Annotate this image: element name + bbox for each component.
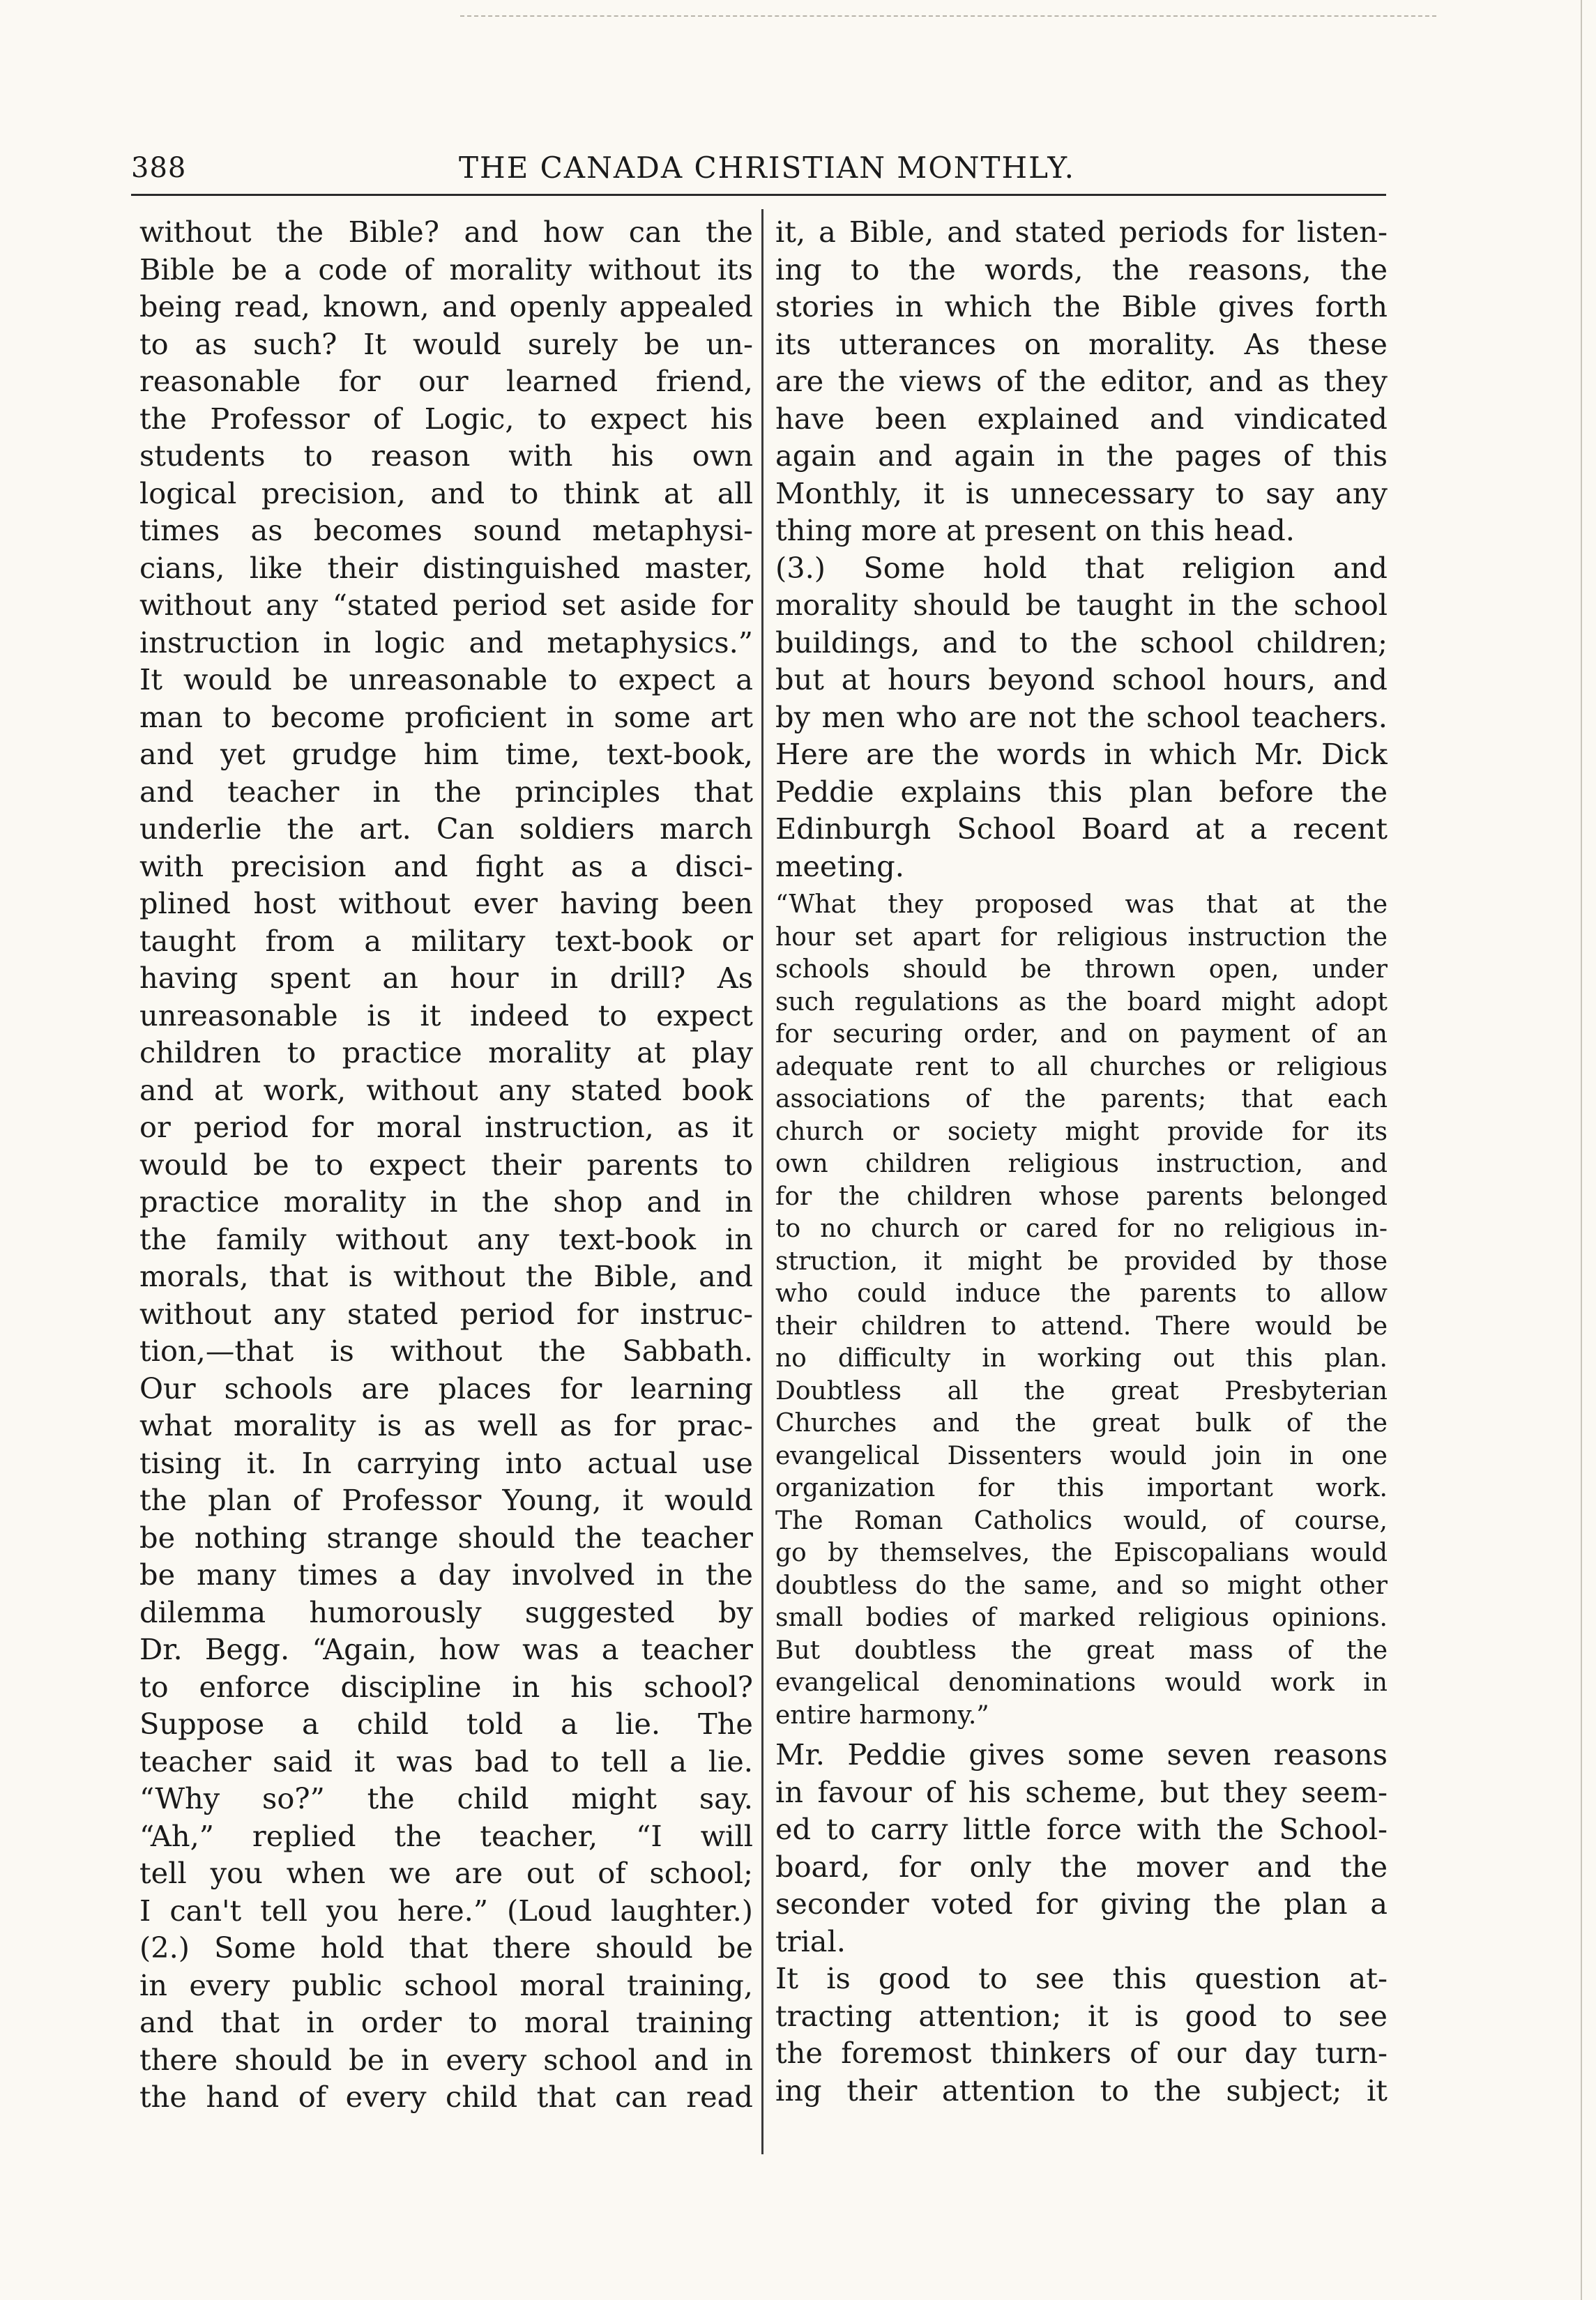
quote-line: schools should be thrown open, under <box>775 955 1388 984</box>
quote-line: Churches and the great bulk of the <box>775 1409 1388 1438</box>
text-line: and that in order to moral training <box>139 2005 753 2039</box>
text-line: Our schools are places for learning <box>139 1371 753 1406</box>
text-line: instruction in logic and metaphysics.” <box>139 625 753 660</box>
text-line: Peddie explains this plan before the <box>775 774 1388 809</box>
text-line: It would be unreasonable to expect a <box>139 662 753 696</box>
header-rule <box>131 194 1386 196</box>
text-line: students to reason with his own <box>139 439 753 473</box>
scan-artifact-top <box>460 15 1436 20</box>
text-line: morals, that is without the Bible, and <box>139 1259 753 1293</box>
column-divider <box>761 209 763 2154</box>
text-line: and yet grudge him time, text-book, <box>139 737 753 771</box>
text-line: plined host without ever having been <box>139 886 753 920</box>
text-line: the plan of Professor Young, it would <box>139 1483 753 1517</box>
text-line: the foremost thinkers of our day turn- <box>775 2036 1388 2070</box>
text-line: dilemma humorously suggested by <box>139 1594 753 1629</box>
text-line: taught from a military text-book or <box>139 923 753 958</box>
quote-line: small bodies of marked religious opinions. <box>775 1604 1388 1632</box>
text-line: having spent an hour in drill? As <box>139 961 753 995</box>
text-line: tracting attention; it is good to see <box>775 1998 1388 2033</box>
text-line: without any stated period for instruc- <box>139 1296 753 1331</box>
text-line: Dr. Begg. “Again, how was a teacher <box>139 1632 753 1666</box>
quote-line: Doubtless all the great Presbyterian <box>775 1376 1388 1406</box>
quote-line: evangelical Dissenters would join in one <box>775 1441 1388 1470</box>
text-line: what morality is as well as for prac- <box>139 1408 753 1442</box>
text-line: reasonable for our learned friend, <box>139 364 753 398</box>
quote-line: who could induce the parents to allow <box>775 1279 1388 1308</box>
text-line: and teacher in the principles that <box>139 774 753 809</box>
quote-line: The Roman Catholics would, of course, <box>775 1506 1388 1535</box>
text-line: underlie the art. Can soldiers march <box>139 812 753 846</box>
quote-line: to no church or cared for no religious in- <box>775 1214 1388 1243</box>
text-line: it, a Bible, and stated periods for listen- <box>775 215 1388 249</box>
text-line: without any “stated period set aside for <box>139 588 753 622</box>
text-line: Bible be a code of morality without its <box>139 252 753 287</box>
text-line: times as becomes sound metaphysi- <box>139 513 753 547</box>
text-line: be many times a day involved in the <box>139 1558 753 1592</box>
text-line: the Professor of Logic, to expect his <box>139 401 753 436</box>
text-line: being read, known, and openly appealed <box>139 289 753 323</box>
text-line: there should be in every school and in <box>139 2042 753 2077</box>
text-line: seconder voted for giving the plan a <box>775 1887 1388 1921</box>
page-number: 388 <box>131 152 187 184</box>
quote-line: hour set apart for religious instruction the <box>775 922 1388 952</box>
quote-line: adequate rent to all churches or religious <box>775 1052 1388 1081</box>
text-line: “Ah,” replied the teacher, “I will <box>139 1818 753 1853</box>
quote-line: But doubtless the great mass of the <box>775 1636 1388 1665</box>
text-line: meeting. <box>775 848 904 883</box>
text-line: practice morality in the shop and in <box>139 1185 753 1219</box>
quote-line: entire harmony.” <box>775 1700 989 1730</box>
quote-line: “What they proposed was that at the <box>775 890 1388 919</box>
text-line: have been explained and vindicated <box>775 401 1388 436</box>
quote-line: for the children whose parents belonged <box>775 1182 1388 1211</box>
text-line: Here are the words in which Mr. Dick <box>775 737 1388 771</box>
block-quote <box>775 889 1388 1732</box>
quote-line: own children religious instruction, and <box>775 1150 1388 1178</box>
text-line: teacher said it was bad to tell a lie. <box>139 1744 753 1779</box>
text-line: without the Bible? and how can the <box>139 215 753 249</box>
quote-line: associations of the parents; that each <box>775 1085 1388 1113</box>
quote-line: go by themselves, the Episcopalians would <box>775 1539 1388 1567</box>
text-line: with precision and fight as a disci- <box>139 848 753 883</box>
text-line: to as such? It would surely be un- <box>139 326 753 361</box>
text-line: are the views of the editor, and as they <box>775 364 1388 398</box>
text-line: Monthly, it is unnecessary to say any <box>775 475 1388 510</box>
text-line: in favour of his scheme, but they seem- <box>775 1774 1388 1809</box>
text-line: to enforce discipline in his school? <box>139 1669 753 1704</box>
text-line: ing to the words, the reasons, the <box>775 252 1388 287</box>
text-line: ing their attention to the subject; it <box>775 2073 1388 2108</box>
text-line: thing more at present on this head. <box>775 513 1295 547</box>
text-line: morality should be taught in the school <box>775 588 1388 622</box>
text-line: be nothing strange should the teacher <box>139 1520 753 1555</box>
quote-line: their children to attend. There would be <box>775 1311 1388 1341</box>
text-line: It is good to see this question at- <box>775 1961 1388 1995</box>
text-line: and at work, without any stated book <box>139 1072 753 1107</box>
text-line: children to practice morality at play <box>139 1035 753 1069</box>
quote-line: such regulations as the board might adopt <box>775 987 1388 1016</box>
text-line: trial. <box>775 1924 846 1958</box>
text-line: (2.) Some hold that there should be <box>139 1930 753 1965</box>
running-head: THE CANADA CHRISTIAN MONTHLY. <box>458 151 1076 185</box>
text-line: its utterances on morality. As these <box>775 326 1388 361</box>
text-line: or period for moral instruction, as it <box>139 1110 753 1144</box>
text-line: the hand of every child that can read <box>139 2080 753 2114</box>
text-line: the family without any text-book in <box>139 1221 753 1256</box>
text-line: Suppose a child told a lie. The <box>139 1707 753 1741</box>
text-line: board, for only the mover and the <box>775 1849 1388 1884</box>
text-line: tion,—that is without the Sabbath. <box>139 1334 753 1368</box>
quote-line: evangelical denominations would work in <box>775 1668 1388 1697</box>
text-line: in every public school moral training, <box>139 1967 753 2002</box>
text-line: by men who are not the school teachers. <box>775 699 1388 734</box>
page-edge-line <box>1581 0 1582 2300</box>
text-line: “Why so?” the child might say. <box>139 1781 753 1815</box>
text-line: Mr. Peddie gives some seven reasons <box>775 1737 1388 1772</box>
text-line: I can't tell you here.” (Loud laughter.) <box>139 1893 753 1928</box>
text-line: man to become proficient in some art <box>139 699 753 734</box>
text-line: (3.) Some hold that religion and <box>775 550 1388 585</box>
text-line: stories in which the Bible gives forth <box>775 289 1388 323</box>
text-line: tell you when we are out of school; <box>139 1856 753 1890</box>
quote-line: doubtless do the same, and so might other <box>775 1571 1388 1600</box>
text-line: cians, like their distinguished master, <box>139 550 753 585</box>
quote-line: no difficulty in working out this plan. <box>775 1344 1388 1373</box>
text-line: but at hours beyond school hours, and <box>775 662 1388 696</box>
text-line: unreasonable is it indeed to expect <box>139 998 753 1033</box>
text-line: tising it. In carrying into actual use <box>139 1445 753 1480</box>
text-line: ed to carry little force with the School- <box>775 1812 1388 1846</box>
left-column <box>139 213 753 2116</box>
quote-line: for securing order, and on payment of an <box>775 1020 1388 1049</box>
quote-line: struction, it might be provided by those <box>775 1247 1388 1276</box>
text-line: would be to expect their parents to <box>139 1147 753 1182</box>
text-line: Edinburgh School Board at a recent <box>775 812 1388 846</box>
text-line: again and again in the pages of this <box>775 439 1388 473</box>
quote-line: organization for this important work. <box>775 1474 1388 1502</box>
right-column <box>775 213 1388 2109</box>
text-line: buildings, and to the school children; <box>775 625 1388 660</box>
text-line: logical precision, and to think at all <box>139 475 753 510</box>
quote-line: church or society might provide for its <box>775 1117 1388 1146</box>
